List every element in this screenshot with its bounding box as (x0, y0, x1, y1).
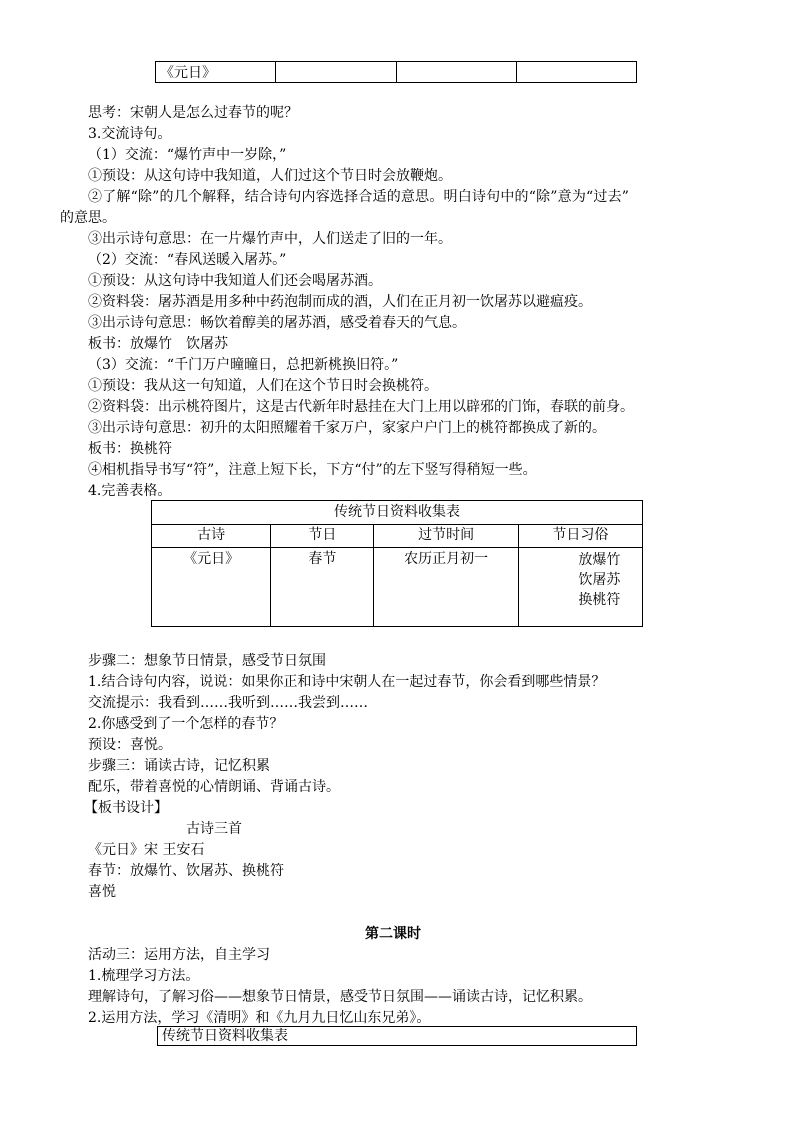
table-title: 传统节日资料收集表 (152, 501, 643, 525)
table-cell-customs (518, 548, 642, 627)
table-row (156, 62, 637, 83)
table-title-row (158, 1027, 637, 1046)
text-line: ①预设：从这句诗中我知道人们还会喝屠苏酒。 (88, 273, 382, 289)
text-line: ③出示诗句意思：在一片爆竹声中，人们送走了旧的一年。 (88, 231, 452, 247)
table-cell-poem: 《元日》 (156, 62, 276, 83)
table-title: 传统节日资料收集表 (158, 1027, 637, 1046)
custom-item: 放爆竹 (578, 552, 621, 568)
section-heading: 步骤二：想象节日情景，感受节日氛围 (88, 653, 326, 669)
text-line: 理解诗句，了解习俗——想象节日情景，感受节日氛围——诵读古诗，记忆积累。 (88, 989, 592, 1005)
text-line: 的意思。 (60, 210, 116, 226)
text-line: ④相机指导书写“符”，注意上短下长，下方“付”的左下竖写得稍短一些。 (88, 462, 537, 478)
table-cell-poem: 《元日》 (152, 548, 271, 627)
text-line: 《元日》宋 王安石 (88, 842, 205, 858)
text-line: 思考：宋朝人是怎么过春节的呢？ (88, 105, 298, 121)
text-line: 2.你感受到了一个怎样的春节？ (88, 716, 284, 732)
text-line: ③出示诗句意思：畅饮着醇美的屠苏酒，感受着春天的气息。 (88, 315, 466, 331)
board-design-heading: 【板书设计】 (84, 800, 168, 816)
text-line: 4.完善表格。 (88, 483, 172, 499)
text-line: 2.运用方法，学习《清明》和《九月九日忆山东兄弟》。 (88, 1010, 431, 1026)
table-row (152, 548, 643, 627)
bottom-table (157, 1026, 637, 1046)
text-line: 1.梳理学习方法。 (88, 968, 200, 984)
custom-item: 换桃符 (578, 592, 621, 608)
table-header-row (152, 525, 643, 548)
text-line: 喜悦 (88, 884, 116, 900)
text-line: 1.结合诗句内容，说说：如果你正和诗中宋朝人在一起过春节，你会看到哪些情景？ (88, 674, 606, 690)
table-cell (396, 62, 516, 83)
lesson-heading: 第二课时 (365, 926, 421, 942)
custom-item: 饮屠苏 (578, 572, 621, 588)
text-line: 板书：放爆竹 饮屠苏 (88, 336, 228, 352)
text-line: ①预设：从这句诗中我知道，人们过这个节日时会放鞭炮。 (88, 168, 452, 184)
text-line: ②资料袋：出示桃符图片，这是古代新年时悬挂在大门上用以辟邪的门饰，春联的前身。 (88, 399, 634, 415)
text-line: 交流提示：我看到……我听到……我尝到…… (88, 695, 368, 711)
text-line: （3）交流：“千门万户曈曈日，总把新桃换旧符。” (88, 357, 399, 373)
text-line: ①预设：我从这一句知道，人们在这个节日时会换桃符。 (88, 378, 438, 394)
text-line: 3.交流诗句。 (88, 126, 172, 142)
top-table (155, 61, 637, 83)
festival-table (151, 500, 643, 627)
text-line: 板书：换桃符 (88, 441, 172, 457)
text-line: （1）交流：“爆竹声中一岁除，” (88, 147, 287, 163)
text-line: ③出示诗句意思：初升的太阳照耀着千家万户，家家户户门上的桃符都换成了新的。 (88, 420, 606, 436)
text-line: ②资料袋：屠苏酒是用多种中药泡制而成的酒，人们在正月初一饮屠苏以避瘟疫。 (88, 294, 592, 310)
text-line: 配乐，带着喜悦的心情朗诵、背诵古诗。 (88, 779, 340, 795)
table-title-row (152, 501, 643, 525)
section-heading: 活动三：运用方法，自主学习 (88, 947, 270, 963)
board-title: 古诗三首 (186, 821, 242, 837)
text-line: 预设：喜悦。 (88, 737, 172, 753)
column-header: 节日习俗 (518, 525, 642, 548)
table-cell (516, 62, 636, 83)
text-line: 春节：放爆竹、饮屠苏、换桃符 (88, 863, 284, 879)
column-header: 过节时间 (374, 525, 518, 548)
table-cell-festival: 春节 (271, 548, 374, 627)
column-header: 古诗 (152, 525, 271, 548)
table-cell-time: 农历正月初一 (374, 548, 518, 627)
column-header: 节日 (271, 525, 374, 548)
table-cell (276, 62, 396, 83)
section-heading: 步骤三：诵读古诗，记忆积累 (88, 758, 270, 774)
text-line: ②了解“除”的几个解释，结合诗句内容选择合适的意思。明白诗句中的“除”意为“过去” (88, 189, 630, 205)
text-line: （2）交流：“春风送暖入屠苏。” (88, 252, 287, 268)
